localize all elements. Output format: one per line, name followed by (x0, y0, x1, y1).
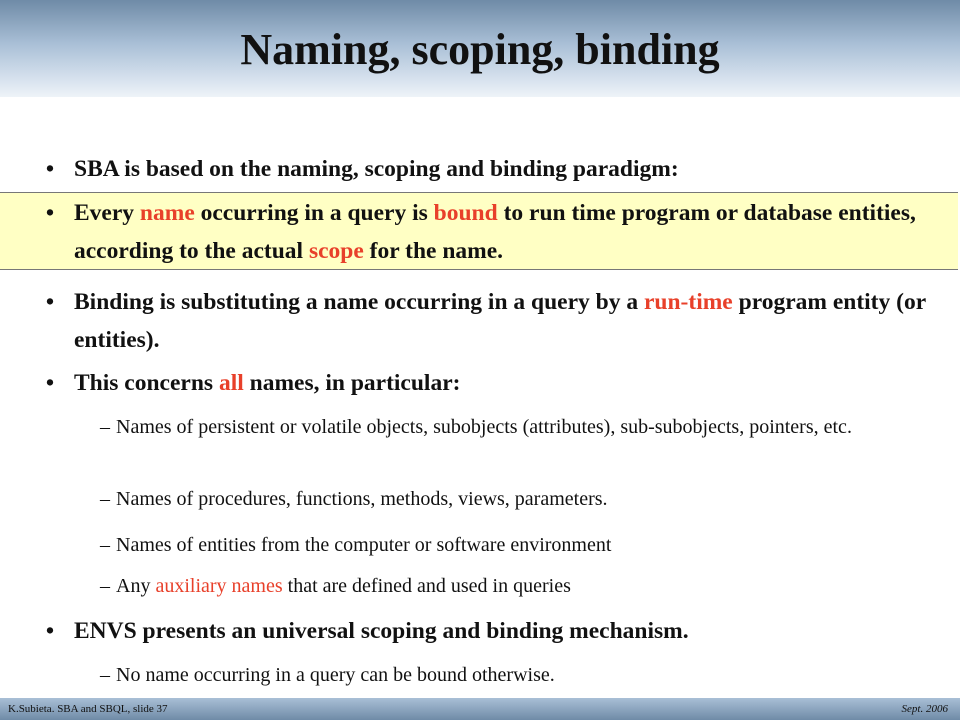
bullet-5-text: ENVS presents an universal scoping and binding mechanism. (74, 618, 689, 644)
dash-icon: – (100, 416, 110, 438)
bullet-icon: • (45, 289, 55, 315)
dash-icon: – (100, 575, 110, 597)
bullet-icon: • (45, 370, 55, 396)
sub-item-5-text: No name occurring in a query can be bound otherwise. (116, 664, 555, 686)
keyword-bound: bound (433, 200, 498, 226)
bullet-icon: • (45, 200, 55, 226)
sub-item-1-text: Names of persistent or volatile objects, subobjects (attributes), sub-subobjects, pointers, etc. (116, 416, 852, 438)
text-span: for the name. (363, 238, 504, 264)
keyword-name: name (139, 200, 195, 226)
sub-item-1 (80, 412, 956, 443)
footer-date: Sept. 2006 (901, 703, 948, 715)
bullet-3 (30, 283, 960, 359)
keyword-run-time: run-time (643, 289, 733, 315)
sub-item-4 (80, 571, 956, 602)
text-span: Binding is substituting a name occurring in a query by a (74, 289, 644, 315)
dash-icon: – (100, 664, 110, 686)
text-span: Every (74, 200, 140, 226)
sub-item-5 (80, 660, 956, 691)
bullet-3-text (74, 289, 926, 353)
keyword-all: all (218, 370, 244, 396)
text-span: occurring in a query is (194, 200, 434, 226)
dash-icon: – (100, 488, 110, 510)
bullet-4-text (74, 370, 460, 396)
text-span: This concerns (74, 370, 219, 396)
sub-item-3-text: Names of entities from the computer or software environment (116, 534, 612, 556)
bullet-1 (30, 150, 960, 188)
bullet-2-text (74, 200, 916, 264)
sub-item-2-text: Names of procedures, functions, methods, views, parameters. (116, 488, 608, 510)
bullet-1-text: SBA is based on the naming, scoping and binding paradigm: (74, 156, 679, 182)
sub-item-4-text (116, 575, 571, 597)
text-span: Any (116, 575, 156, 597)
bullet-5 (30, 612, 960, 650)
footer-credit: K.Subieta. SBA and SBQL, slide 37 (8, 703, 168, 715)
keyword-auxiliary-names: auxiliary names (155, 575, 283, 597)
dash-icon: – (100, 534, 110, 556)
bullet-2 (30, 194, 960, 270)
bullet-4 (30, 364, 960, 402)
bullet-icon: • (45, 618, 55, 644)
text-span: program entity (or entities). (74, 289, 926, 353)
bullet-icon: • (45, 156, 55, 182)
keyword-scope: scope (308, 238, 364, 264)
text-span: that are defined and used in queries (282, 575, 571, 597)
slide-title: Naming, scoping, binding (240, 25, 720, 74)
sub-item-2 (80, 484, 956, 515)
text-span: names, in particular: (243, 370, 461, 396)
sub-item-3 (80, 530, 956, 561)
text-span: to run time program or database entities, according to the actual (74, 200, 916, 264)
